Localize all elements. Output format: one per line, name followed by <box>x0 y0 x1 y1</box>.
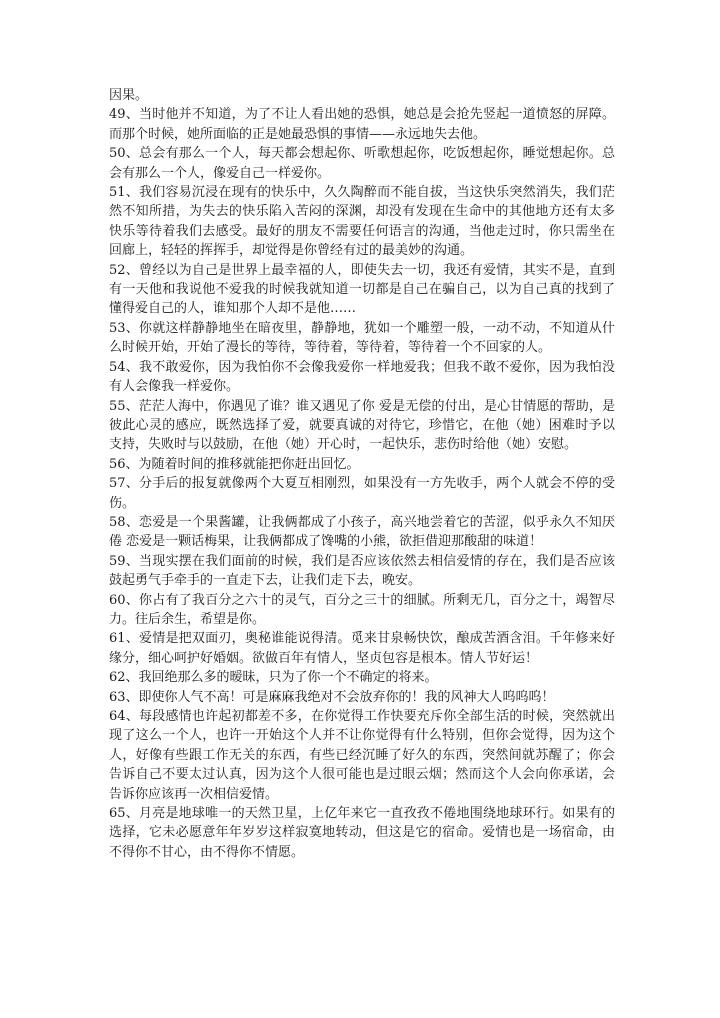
paragraph-63: 63、即使你人气不高！可是麻麻我绝对不会放弃你的！我的风神大人呜呜呜！ <box>109 689 555 705</box>
paragraph-continuation: 因果。 <box>109 88 149 103</box>
paragraph-49: 49、当时他并不知道，为了不让人看出她的恐惧，她总是会抢先竖起一道愤怒的屏障。而那个时候，她所面临的正是她最恐惧的事情——永远地失去他。 <box>109 107 615 142</box>
paragraph-59: 59、当现实摆在我们面前的时候，我们是否应该依然去相信爱情的存在，我们是否应该鼓起勇气手牵手的一直走下去，让我们走下去，晚安。 <box>109 553 615 589</box>
paragraph-60: 60、你占有了我百分之六十的灵气，百分之三十的细腻。所剩无几，百分之十，竭智尽力。往后余生，希望是你。 <box>109 592 615 627</box>
paragraph-53: 53、你就这样静静地坐在暗夜里，静静地，犹如一个雕塑一般，一动不动，不知道从什么时候开始，开始了漫长的等待，等待着，等待着，等待着一个不回家的人。 <box>109 320 615 356</box>
paragraph-61: 61、爱情是把双面刃，奥秘谁能说得清。觅来甘泉畅快饮，酿成苦酒含泪。千年修来好缘分，细心呵护好婚姻。欲做百年有情人，坚贞包容是根本。情人节好运！ <box>109 631 615 666</box>
paragraph-54: 54、我不敢爱你，因为我怕你不会像我爱你一样地爱我；但我不敢不爱你，因为我怕没有人会像我一样爱你。 <box>109 359 615 395</box>
paragraph-50: 50、总会有那么一个人，每天都会想起你、听歌想起你，吃饭想起你，睡觉想起你。总会有那么一个人，像爱自己一样爱你。 <box>109 146 615 181</box>
paragraph-58: 58、恋爱是一个果酱罐，让我俩都成了小孩子，高兴地尝着它的苦涩，似乎永久不知厌倦 恋爱是一颗话梅果，让我俩都成了馋嘴的小熊，欲拒借迎那酸甜的味道！ <box>109 514 615 550</box>
paragraph-62: 62、我回绝那么多的暧昧，只为了你一个不确定的将来。 <box>109 670 438 686</box>
paragraph-57: 57、分手后的报复就像两个大夏互相刚烈，如果没有一方先收手，两个人就会不停的受伤。 <box>109 476 615 511</box>
paragraph-52: 52、曾经以为自己是世界上最幸福的人，即使失去一切，我还有爱情，其实不是，直到有一天他和我说他不爱我的时候我就知道一切都是自己在骗自己，以为自己真的找到了懂得爱自己的人，谁知那个人却不是他…… <box>109 262 615 317</box>
paragraph-65: 65、月亮是地球唯一的天然卫星，上亿年来它一直孜孜不倦地围绕地球环行。如果有的选择，它未必愿意年年岁岁这样寂寞地转动，但这是它的宿命。爱情也是一场宿命，由不得你不甘心，由不得你不情愿。 <box>109 806 615 860</box>
paragraph-64: 64、每段感情也许起初都差不多，在你觉得工作快要充斥你全部生活的时候，突然就出现了这么一个人，也许一开始这个人并不让你觉得有什么特别，但你会觉得，因为这个人，好像有些跟工作无关的东西，有些已经沉睡了好久的东西，突然间就苏醒了；你会告诉自己不要太过认真，因为这个人很可能也是过眼云烟；然而这个人会向你承诺，会告诉你应该再一次相信爱情。 <box>109 709 615 802</box>
paragraph-55: 55、茫茫人海中，你遇见了谁？谁又遇见了你 爱是无偿的付出，是心甘情愿的帮助，是彼此心灵的感应，既然选择了爱，就要真诚的对待它，珍惜它，在他（她）困难时予以支持，失败时与以鼓励，在他（她）开心时，一起快乐，悲伤时给他（她）安慰。 <box>109 398 615 453</box>
paragraph-56: 56、为随着时间的推移就能把你赶出回忆。 <box>109 456 360 472</box>
paragraph-51: 51、我们容易沉浸在现有的快乐中，久久陶醉而不能自拔，当这快乐突然消失，我们茫然不知所措，为失去的快乐陷入苦闷的深渊，却没有发现在生命中的其他地方还有太多快乐等待着我们去感受。最好的朋友不需要任何语言的沟通，当他走过时，你只需坐在回廊上，轻轻的挥挥手，却觉得是你曾经有过的最美妙的沟通。 <box>109 185 615 259</box>
document-body <box>109 86 615 862</box>
